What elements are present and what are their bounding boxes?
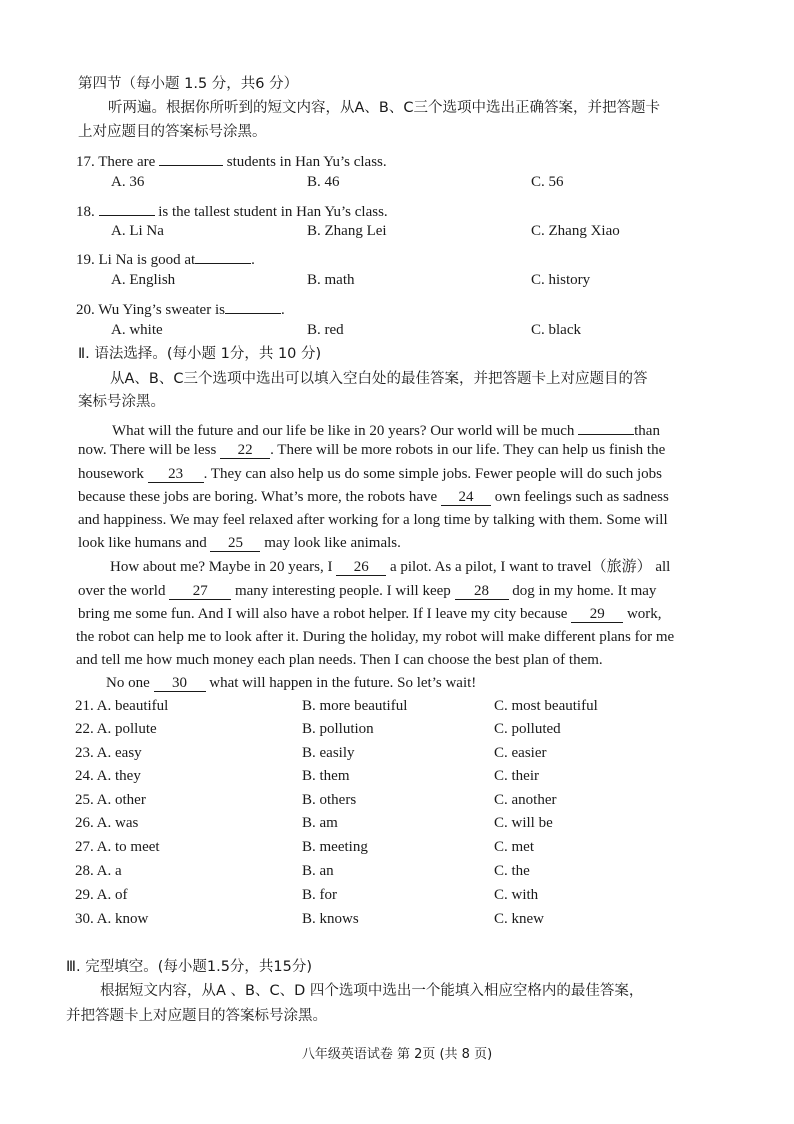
- passage-line-2: now. There will be less 22 . There will be more robots in our life. They can help us finish the: [78, 442, 666, 458]
- q25-option-c: C. another: [494, 792, 557, 808]
- q23-option-b: B. easily: [302, 745, 355, 761]
- q29-option-c: C. with: [494, 887, 539, 903]
- answer-blank: [225, 298, 281, 314]
- answer-blank: [99, 200, 155, 216]
- q24-option-a: 24. A. they: [75, 768, 141, 784]
- question-18-stem: 18. is the tallest student in Han Yu’s class.: [76, 200, 388, 220]
- q19-option-a: A. English: [111, 272, 176, 288]
- q24-option-b: B. them: [302, 768, 350, 784]
- q20-option-b: B. red: [307, 322, 344, 338]
- section3-instruction-line1: 根据短文内容，从A 、B、C、D 四个选项中选出一个能填入相应空格内的最佳答案，: [100, 983, 644, 999]
- q21-option-b: B. more beautiful: [302, 698, 408, 714]
- passage-line-5: and happiness. We may feel relaxed after working for a long time by talking with them. Some will: [78, 512, 668, 528]
- q21-option-a: 21. A. beautiful: [75, 698, 169, 714]
- answer-blank-30: 30: [154, 676, 206, 692]
- passage-line-6: look like humans and 25 may look like animals.: [78, 535, 401, 551]
- answer-blank-26: 26: [336, 560, 386, 576]
- answer-blank: [195, 248, 251, 264]
- passage-line-4: because these jobs are boring. What’s more, the robots have 24 own feelings such as sadness: [78, 489, 669, 505]
- q28-option-c: C. the: [494, 863, 530, 879]
- q19-option-c: C. history: [531, 272, 591, 288]
- answer-blank: [159, 150, 223, 166]
- answer-blank-21: [578, 419, 634, 435]
- answer-blank-27: 27: [169, 584, 231, 600]
- page-footer: 八年级英语试卷 第 2页 (共 8 页): [301, 1047, 493, 1062]
- section4-heading: 第四节（每小题 1.5 分，共6 分）: [78, 76, 299, 92]
- answer-blank-22: 22: [220, 443, 270, 459]
- q17-option-b: B. 46: [307, 174, 340, 190]
- section3-instruction-line2: 并把答题卡上对应题目的答案标号涂黑。: [66, 1008, 327, 1024]
- q30-option-b: B. knows: [302, 911, 359, 927]
- q18-option-b: B. Zhang Lei: [307, 223, 387, 239]
- q29-option-a: 29. A. of: [75, 887, 128, 903]
- q27-option-c: C. met: [494, 839, 534, 855]
- section2-instruction-line2: 案标号涂黑。: [78, 394, 165, 410]
- q27-option-b: B. meeting: [302, 839, 368, 855]
- q20-option-a: A. white: [111, 322, 163, 338]
- q24-option-c: C. their: [494, 768, 539, 784]
- q30-option-c: C. knew: [494, 911, 544, 927]
- section2-instruction-line1: 从A、B、C三个选项中选出可以填入空白处的最佳答案，并把答题卡上对应题目的答: [110, 371, 648, 387]
- q26-option-a: 26. A. was: [75, 815, 139, 831]
- q26-option-b: B. am: [302, 815, 338, 831]
- passage-line-10: the robot can help me to look after it. During the holiday, my robot will make different plans for me: [76, 629, 675, 645]
- q29-option-b: B. for: [302, 887, 337, 903]
- q21-option-c: C. most beautiful: [494, 698, 598, 714]
- q17-option-c: C. 56: [531, 174, 564, 190]
- q25-option-b: B. others: [302, 792, 357, 808]
- section4-instruction-line1: 听两遍。根据你所听到的短文内容，从A、B、C三个选项中选出正确答案，并把答题卡: [108, 100, 660, 116]
- passage-line-11: and tell me how much money each plan needs. Then I can choose the best plan of them.: [76, 652, 603, 668]
- q23-option-c: C. easier: [494, 745, 547, 761]
- q28-option-b: B. an: [302, 863, 334, 879]
- passage-line-12: No one 30 what will happen in the future. So let’s wait!: [106, 675, 477, 691]
- question-17-stem: 17. There are students in Han Yu’s class.: [76, 150, 387, 170]
- q25-option-a: 25. A. other: [75, 792, 146, 808]
- q30-option-a: 30. A. know: [75, 911, 149, 927]
- q27-option-a: 27. A. to meet: [75, 839, 160, 855]
- q26-option-c: C. will be: [494, 815, 553, 831]
- section4-instruction-line2: 上对应题目的答案标号涂黑。: [78, 124, 267, 140]
- section3-heading: Ⅲ. 完型填空。(每小题1.5分，共15分): [66, 959, 313, 975]
- q19-option-b: B. math: [307, 272, 355, 288]
- answer-blank-24: 24: [441, 490, 491, 506]
- q18-option-c: C. Zhang Xiao: [531, 223, 620, 239]
- q22-option-a: 22. A. pollute: [75, 721, 157, 737]
- answer-blank-29: 29: [571, 607, 623, 623]
- section2-heading: Ⅱ. 语法选择。(每小题 1分，共 10 分): [78, 346, 322, 362]
- answer-blank-28: 28: [455, 584, 509, 600]
- q18-option-a: A. Li Na: [111, 223, 164, 239]
- question-20-stem: 20. Wu Ying’s sweater is .: [76, 298, 285, 318]
- q20-option-c: C. black: [531, 322, 581, 338]
- q17-option-a: A. 36: [111, 174, 145, 190]
- passage-line-8: over the world 27 many interesting people. I will keep 28 dog in my home. It may: [78, 583, 657, 599]
- q28-option-a: 28. A. a: [75, 863, 122, 879]
- answer-blank-25: 25: [210, 536, 260, 552]
- q23-option-a: 23. A. easy: [75, 745, 142, 761]
- passage-line-3: housework 23 . They can also help us do some simple jobs. Fewer people will do such jobs: [78, 466, 662, 482]
- passage-line-1: What will the future and our life be like in 20 years? Our world will be much than: [112, 419, 660, 439]
- q22-option-b: B. pollution: [302, 721, 374, 737]
- answer-blank-23: 23: [148, 467, 204, 483]
- passage-line-7: How about me? Maybe in 20 years, I 26 a pilot. As a pilot, I want to travel（旅游） all: [110, 559, 671, 575]
- passage-line-9: bring me some fun. And I will also have a robot helper. If I leave my city because 29 work,: [78, 606, 662, 622]
- question-19-stem: 19. Li Na is good at .: [76, 248, 255, 268]
- q22-option-c: C. polluted: [494, 721, 561, 737]
